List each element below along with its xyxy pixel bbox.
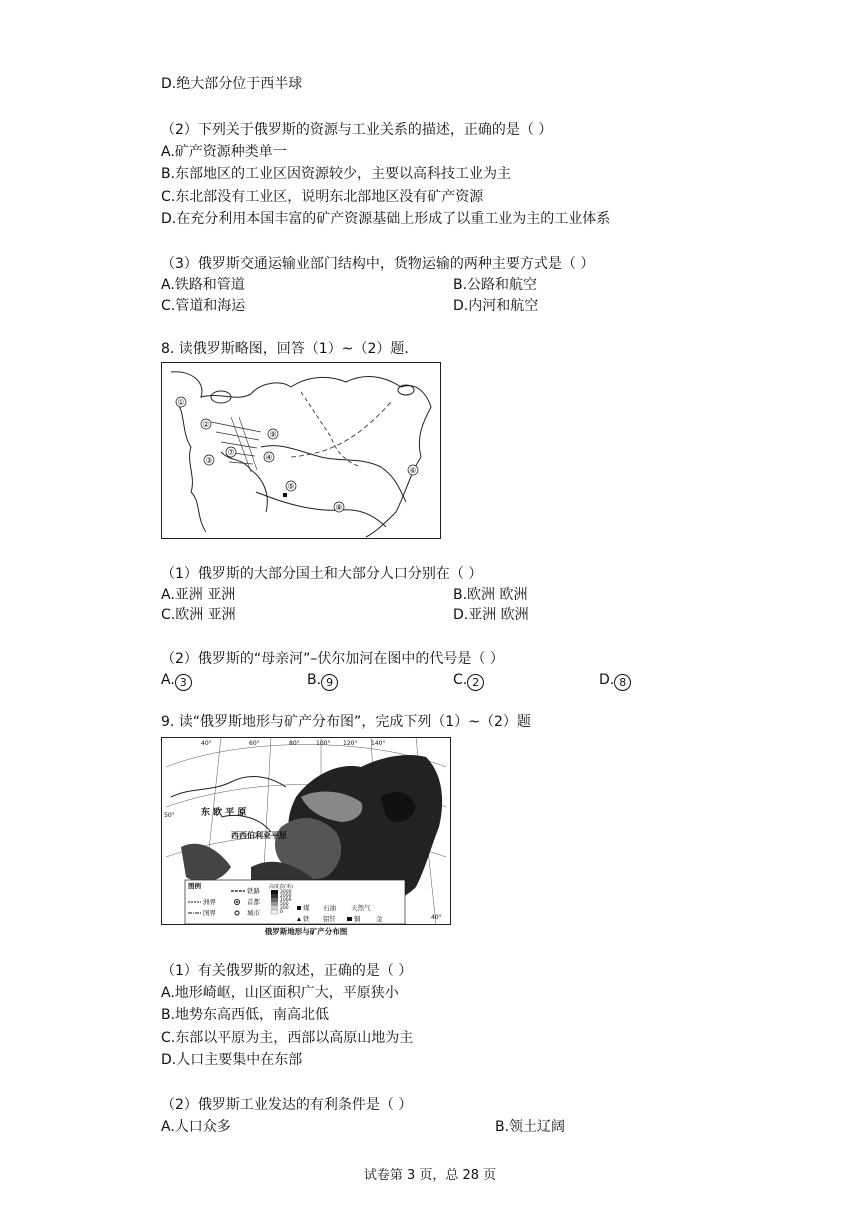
- q9-sub2-option-a: A.人口众多: [161, 1119, 231, 1135]
- option-d-circled-number: 8: [614, 674, 631, 691]
- legend-railway: 铁路: [247, 887, 260, 895]
- q8-sub1-option-c: C.欧洲 亚洲: [161, 607, 236, 623]
- q9-sub1-stem: （1）有关俄罗斯的叙述，正确的是（ ）: [161, 963, 413, 979]
- legend-natural-gas: 天然气: [351, 904, 371, 912]
- map-label-5: ⑤: [287, 482, 295, 491]
- q8-sub2-option-d: [599, 671, 631, 691]
- q7-sub2-option-c: C.东北部没有工业区，说明东北部地区没有矿产资源: [161, 189, 484, 205]
- lat-label-50: 50°: [164, 812, 175, 819]
- q7-sub3-option-b: B.公路和航空: [453, 277, 538, 293]
- q7-sub3-stem: （3）俄罗斯交通运输业部门结构中，货物运输的两种主要方式是（ ）: [161, 256, 595, 272]
- q8-sub1-stem: （1）俄罗斯的大部分国土和大部分人口分别在（ ）: [161, 566, 483, 582]
- q7-sub2-option-a: A.矿产资源种类单一: [161, 144, 287, 160]
- lon-label-80: 80°: [289, 740, 300, 747]
- q7-sub3-option-c: C.管道和海运: [161, 298, 246, 314]
- q9-title: 9. 读“俄罗斯地形与矿产分布图”，完成下列（1）~（2）题: [161, 714, 531, 730]
- lon-label-40: 40°: [201, 740, 212, 747]
- q7-sub3-option-a: A.铁路和管道: [161, 277, 245, 293]
- q7-sub2-option-b: B.东部地区的工业区因资源较少，主要以高科技工业为主: [161, 166, 512, 182]
- legend-capital: 首都: [247, 898, 260, 906]
- q8-sub2-stem: （2）俄罗斯的“母亲河”–伏尔加河在图中的代号是（ ）: [161, 651, 504, 667]
- map-caption: 俄罗斯地形与矿产分布图: [264, 927, 348, 936]
- legend-copper: 铜: [354, 915, 361, 923]
- legend-city: 城市: [247, 909, 260, 917]
- map-label-3: ③: [205, 456, 213, 465]
- q7-sub2-option-d: D.在充分利用本国丰富的矿产资源基础上形成了以重工业为主的工业体系: [161, 211, 611, 227]
- q7-option-d: D.绝大部分位于西半球: [161, 76, 303, 92]
- legend-national-border: 国界: [203, 909, 216, 917]
- legend-title: 图例: [188, 882, 201, 890]
- elev-2000: 2000: [280, 894, 292, 899]
- q9-sub2-option-b: B.领土辽阔: [495, 1119, 566, 1135]
- q7-sub2-stem: （2）下列关于俄罗斯的资源与工业关系的描述，正确的是（ ）: [161, 122, 553, 138]
- lon-label-100: 100°: [316, 740, 331, 747]
- q9-sub2-stem: （2）俄罗斯工业发达的有利条件是（ ）: [161, 1097, 413, 1113]
- map-label-1: ①: [177, 398, 185, 407]
- q8-sub1-option-a: A.亚洲 亚洲: [161, 587, 236, 603]
- q9-sub1-option-b: B.地势东高西低，南高北低: [161, 1007, 330, 1023]
- map-east-european-plain: 东 欧 平 原: [201, 808, 247, 818]
- legend-coal: 煤: [303, 904, 310, 912]
- q8-sub2-option-c: [453, 671, 484, 691]
- lon-label-120: 120°: [343, 740, 358, 747]
- q8-sub2-option-a: [161, 671, 192, 691]
- legend-oil: 石油: [323, 904, 336, 912]
- lat-label-40: 40°: [431, 914, 442, 921]
- option-a-circled-number: 3: [175, 674, 192, 691]
- q9-sub1-option-a: A.地形崎岖，山区面积广大，平原狭小: [161, 985, 399, 1001]
- map-label-9: ⑨: [269, 430, 277, 439]
- option-b-prefix: B.: [307, 672, 322, 688]
- legend-iron: 铁: [303, 915, 310, 923]
- russia-sketch-map: [161, 362, 441, 539]
- option-b-circled-number: 9: [321, 674, 338, 691]
- q8-sub1-option-b: B.欧洲 欧洲: [453, 587, 528, 603]
- map-label-7: ⑦: [227, 448, 235, 457]
- elev-500: 500: [280, 902, 289, 907]
- map-label-2: ②: [202, 420, 210, 429]
- q7-sub3-option-d: D.内河和航空: [453, 298, 539, 314]
- map-west-siberian-plain: 西西伯利亚平原: [231, 830, 287, 840]
- elevation-title: 高度表(米): [269, 884, 293, 890]
- russia-terrain-mineral-map: [161, 737, 451, 937]
- lon-label-60: 60°: [249, 740, 260, 747]
- lon-label-140: 140°: [371, 740, 386, 747]
- q8-sub2-option-b: [307, 671, 338, 691]
- q8-sub1-option-d: D.亚洲 欧洲: [453, 607, 529, 623]
- q8-title: 8. 读俄罗斯略图，回答（1）~（2）题．: [161, 341, 419, 357]
- map-label-4: ④: [265, 453, 273, 462]
- legend-state-boundary: 洲界: [203, 898, 216, 906]
- elev-200: 200: [280, 906, 289, 911]
- option-d-prefix: D.: [599, 672, 615, 688]
- option-a-prefix: A.: [161, 672, 175, 688]
- page-footer: 试卷第 3 页，总 28 页: [363, 1168, 497, 1183]
- option-c-circled-number: 2: [467, 674, 484, 691]
- legend-aluminum: 铝钎: [323, 915, 336, 923]
- legend-gold: 金: [376, 915, 383, 923]
- q9-sub1-option-c: C.东部以平原为主，西部以高原山地为主: [161, 1030, 414, 1046]
- elev-0: 0: [280, 910, 283, 915]
- q9-sub1-option-d: D.人口主要集中在东部: [161, 1052, 303, 1068]
- map-label-6: ⑥: [409, 466, 417, 475]
- elev-1000: 1000: [280, 898, 292, 903]
- elev-3000: 3000: [280, 890, 292, 895]
- option-c-prefix: C.: [453, 672, 468, 688]
- map-label-8: ⑧: [335, 503, 343, 512]
